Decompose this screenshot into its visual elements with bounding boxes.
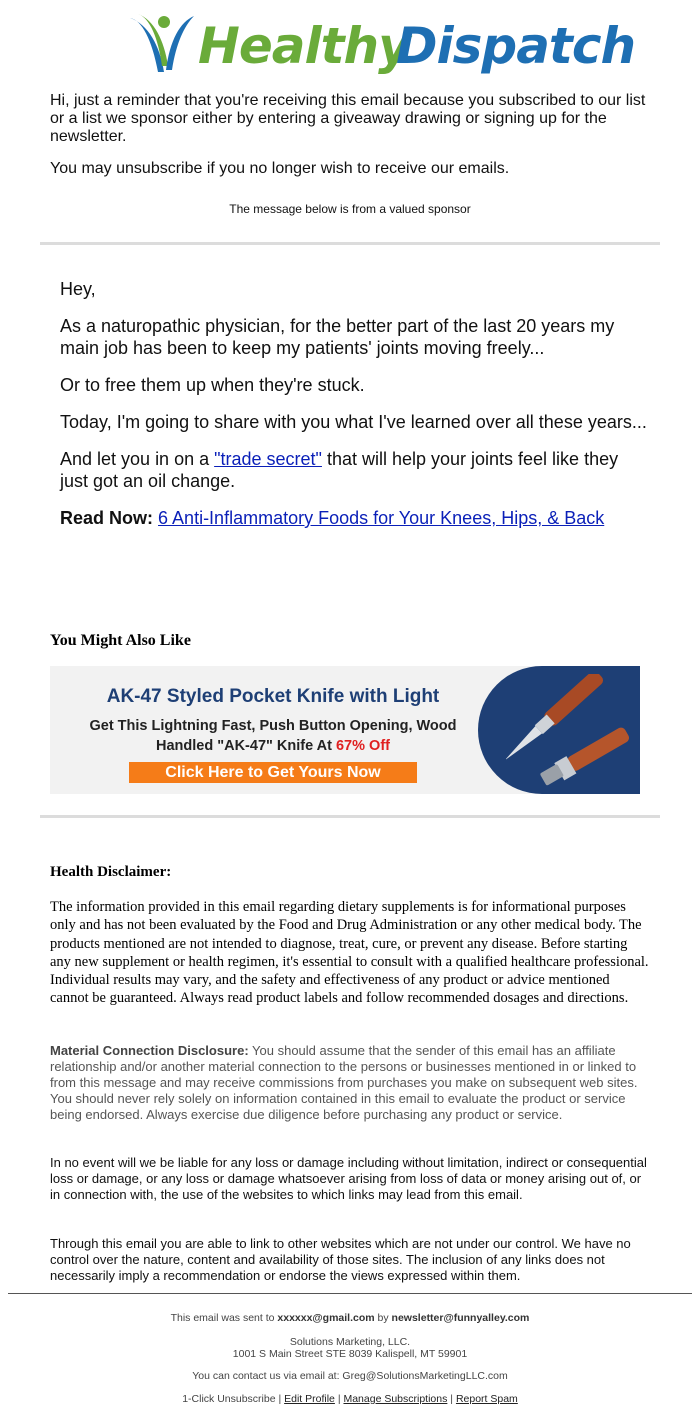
banner-line: Get This Lightning Fast, Push Button Opening, Wood <box>89 718 457 734</box>
read-now-link[interactable]: 6 Anti-Inflammatory Foods for Your Knees, Hips, & Back <box>158 508 605 528</box>
banner-title: AK-47 Styled Pocket Knife with Light <box>106 686 440 707</box>
liability-text: In no event will we be liable for any loss or damage including without limitation, indirect or consequential loss or damage, or any loss or damage whatsoever arising from loss of data or money arising out of, or in connection with, the use of the websites to which links may lead from this email. <box>50 1155 647 1202</box>
person-v-logo-icon <box>128 10 196 80</box>
divider <box>40 242 660 245</box>
letter-paragraph: Today, I'm going to share with you what I've learned over all these years... <box>60 412 647 432</box>
edit-profile-link[interactable]: Edit Profile <box>284 1393 335 1405</box>
sponsor-note: The message below is from a valued sponsor <box>229 202 471 216</box>
divider <box>40 815 660 818</box>
also-like-heading: You Might Also Like <box>50 632 191 649</box>
read-now-label: Read Now: <box>60 508 154 528</box>
knife-ad-banner[interactable] <box>50 666 640 794</box>
letter-paragraph <box>60 448 650 492</box>
recipient-email: xxxxxx@gmail.com <box>277 1312 375 1324</box>
banner-line-text: Handled "AK-47" Knife At <box>156 738 336 754</box>
sender-email: newsletter@funnyalley.com <box>391 1312 530 1324</box>
knife-icon <box>506 674 636 786</box>
footer-text: by <box>374 1312 392 1324</box>
external-links-text: Through this email you are able to link to other websites which are not under our control. We have no control over the nature, content and availability of those sites. The inclusion of any links does not necessarily imply a recommendation or endorse the views expressed within them. <box>50 1236 631 1283</box>
banner-line <box>50 736 496 756</box>
material-label: Material Connection Disclosure: <box>50 1043 249 1058</box>
footer-text: This email was sent to <box>170 1312 278 1324</box>
company-name: Solutions Marketing, LLC. <box>289 1336 411 1348</box>
discount-percent: 67% Off <box>335 738 390 754</box>
footer-separator: | <box>275 1393 285 1405</box>
letter-greeting: Hey, <box>60 279 96 299</box>
footer-divider <box>8 1293 692 1294</box>
intro-paragraph: Hi, just a reminder that you're receiving this email because you subscribed to our list or a list we sponsor either by entering a giveaway drawing or signing up for the newsletter. <box>50 92 646 145</box>
report-spam-link[interactable]: Report Spam <box>455 1393 518 1405</box>
letter-text: that will help your joints feel like they just got an oil change. <box>60 449 619 491</box>
material-text: You should assume that the sender of this email has an affiliate relationship and/or another material connection to the persons or businesses mentioned in or linked to from this message and may receive commissions from purchases you make on subsequent web sites. You should never rely solely on information contained in this email to evaluate the product or service being endorsed. Always exercise due diligence before purchasing any product or service. <box>50 1043 638 1122</box>
contact-line: You can contact us via email at: Greg@SolutionsMarketingLLC.com <box>192 1370 508 1382</box>
footer-separator: | <box>334 1393 344 1405</box>
disclaimer-body: The information provided in this email regarding dietary supplements is for informational purposes only and has not been evaluated by the Food and Drug Administration or any other medical body. The products mentioned are not intended to diagnose, treat, cure, or prevent any disease. Before starting any new supplement or health regimen, it's essential to consult with a qualified healthcare professional. Individual results may vary, and the safety and effectiveness of any product or advice mentioned cannot be guaranteed. Always read product labels and follow recommended dosages and directions. <box>50 899 649 1007</box>
sponsor-letter <box>60 278 650 544</box>
banner-cta-button[interactable]: Click Here to Get Yours Now <box>129 762 417 783</box>
unsubscribe-note: You may unsubscribe if you no longer wish to receive our emails. <box>50 160 510 177</box>
letter-paragraph: As a naturopathic physician, for the better part of the last 20 years my main job has been to keep my patients' joints moving freely... <box>60 316 615 358</box>
footer-links <box>0 1393 700 1405</box>
letter-text: And let you in on a <box>60 449 215 469</box>
unsubscribe-text[interactable]: 1-Click Unsubscribe <box>182 1393 276 1405</box>
footer-separator: | <box>447 1393 456 1405</box>
manage-subscriptions-link[interactable]: Manage Subscriptions <box>343 1393 448 1405</box>
material-disclosure <box>50 1043 650 1123</box>
letter-paragraph: Or to free them up when they're stuck. <box>60 375 365 395</box>
sent-to-line <box>0 1312 700 1324</box>
brand-word-healthy: Healthy <box>198 17 410 75</box>
disclaimer-title: Health Disclaimer: <box>50 864 172 880</box>
brand-word-dispatch: Dispatch <box>396 17 636 75</box>
banner-subtitle <box>50 716 496 756</box>
read-now-line <box>60 507 650 529</box>
company-address: 1001 S Main Street STE 8039 Kalispell, MT 59901 <box>232 1348 468 1360</box>
brand-logo[interactable] <box>128 8 636 82</box>
intro-text <box>50 92 660 192</box>
trade-secret-link[interactable]: "trade secret" <box>214 449 322 469</box>
